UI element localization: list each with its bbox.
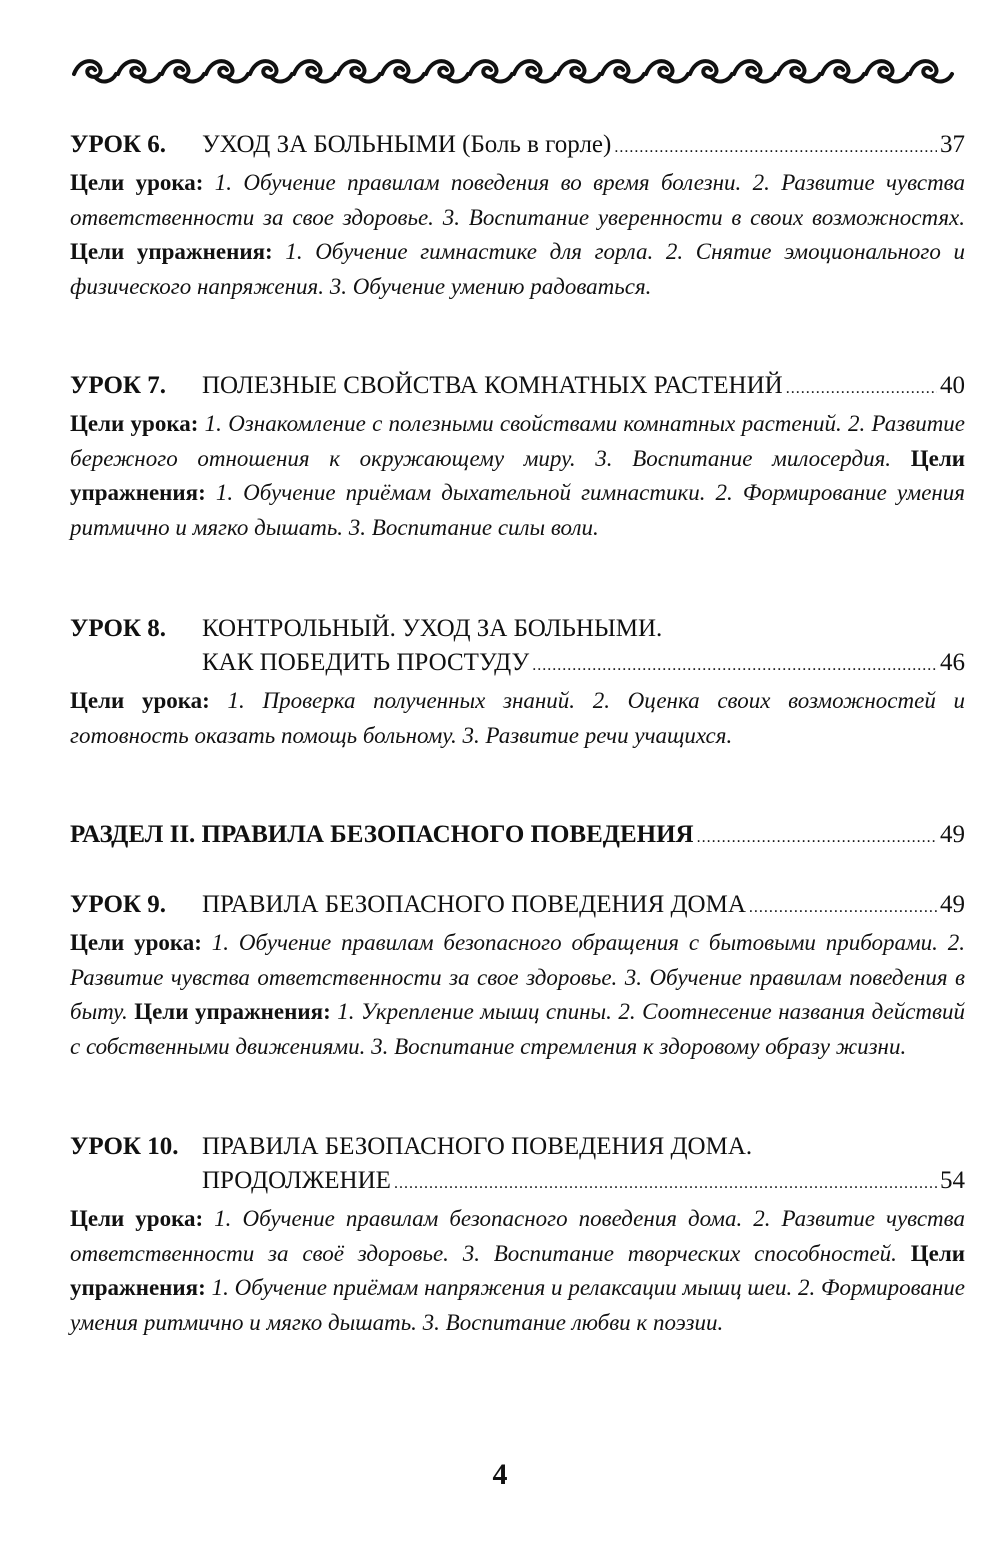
lesson-title: УХОД ЗА БОЛЬНЫМИ (Боль в горле) — [202, 131, 612, 158]
lesson-label: УРОК 7. — [70, 372, 167, 399]
goals-text: 1. Ознакомление с полезными свойствами комнатных растений. 2. Развитие бережного отношения к окружающему миру. 3. Воспитание милосердия. — [70, 411, 966, 471]
exercise-text: 1. Обучение приёмам напряжения и релаксации мышц шеи. 2. Формирование умения ритмично и мягко дышать. 3. Воспитание любви к поэзии. — [70, 1275, 966, 1335]
toc-entry-lesson-6 — [70, 128, 965, 304]
goals-label: Цели урока: — [70, 170, 204, 195]
page-number: 4 — [492, 1458, 508, 1491]
leader-dots — [532, 649, 937, 683]
toc-entry-section-2 — [70, 818, 965, 855]
exercise-label: Цели упражнения: — [134, 999, 331, 1024]
leader-dots — [749, 891, 937, 925]
toc-entry-lesson-8 — [70, 612, 965, 753]
goals-text: 1. Проверка полученных знаний. 2. Оценка своих возможностей и готовность оказать помощь больному. 3. Развитие речи учащихся. — [70, 688, 966, 748]
leader-dots — [614, 131, 937, 165]
exercise-text: 1. Обучение гимнастике для горла. 2. Снятие эмоционального и физического напряжения. 3. Обучение умению радоваться. — [70, 239, 965, 299]
toc-heading-line — [70, 369, 965, 406]
lesson-title: ПРАВИЛА БЕЗОПАСНОГО ПОВЕДЕНИЯ ДОМА — [202, 891, 746, 918]
exercise-text: 1. Обучение приёмам дыхательной гимнастики. 2. Формирование умения ритмично и мягко дышать. 3. Воспитание силы воли. — [70, 480, 965, 540]
lesson-description — [70, 407, 965, 545]
page-ref: 54 — [940, 1167, 965, 1194]
section-title: РАЗДЕЛ II. ПРАВИЛА БЕЗОПАСНОГО ПОВЕДЕНИЯ — [70, 821, 694, 848]
lesson-label: УРОК 9. — [70, 891, 167, 918]
toc-entry-lesson-7 — [70, 369, 965, 545]
lesson-label: УРОК 10. — [70, 1133, 179, 1160]
lesson-title-line-1: ПРАВИЛА БЕЗОПАСНОГО ПОВЕДЕНИЯ ДОМА. — [202, 1133, 753, 1160]
goals-text: 1. Обучение правилам безопасного поведения дома. 2. Развитие чувства ответственности за своё здоровье. 3. Воспитание творческих способностей. — [70, 1206, 965, 1266]
page-ref: 46 — [940, 649, 965, 676]
leader-dots — [394, 1167, 937, 1201]
toc-heading-line — [70, 128, 965, 165]
lesson-label: УРОК 6. — [70, 131, 167, 158]
lesson-description — [70, 166, 965, 304]
page-ref: 49 — [940, 821, 965, 848]
lesson-title-line-2: КАК ПОБЕДИТЬ ПРОСТУДУ — [202, 649, 530, 676]
toc-heading-line — [70, 612, 965, 646]
exercise-text: 1. Укрепление мышц спины. 2. Соотнесение названия действий с собственными движениями. 3. Воспитание стремления к здоровому образу жизни. — [70, 999, 965, 1059]
goals-label: Цели урока: — [70, 688, 210, 713]
page-ref: 40 — [940, 372, 965, 399]
toc-heading-line-2 — [70, 646, 965, 683]
goals-label: Цели урока: — [70, 930, 202, 955]
lesson-title-line-2: ПРОДОЛЖЕНИЕ — [202, 1167, 391, 1194]
lesson-title-line-1: КОНТРОЛЬНЫЙ. УХОД ЗА БОЛЬНЫМИ. — [202, 615, 663, 642]
goals-text: 1. Обучение правилам безопасного обращения с бытовыми приборами. 2. Развитие чувства ответственности за свое здоровье. 3. Обучение правилам поведения в быту. — [70, 930, 966, 1024]
exercise-label: Цели упражнения: — [70, 239, 273, 264]
toc-heading-line-2 — [70, 1164, 965, 1201]
leader-dots — [697, 821, 937, 855]
goals-text: 1. Обучение правилам поведения во время болезни. 2. Развитие чувства ответственности за свое здоровье. 3. Воспитание уверенности в своих возможностях. — [70, 170, 966, 230]
lesson-description — [70, 1202, 965, 1340]
exercise-label: Цели упражнения: — [70, 445, 965, 505]
lesson-title: ПОЛЕЗНЫЕ СВОЙСТВА КОМНАТНЫХ РАСТЕНИЙ — [202, 372, 783, 399]
toc-heading-line — [70, 888, 965, 925]
exercise-label: Цели упражнения: — [70, 1240, 965, 1300]
lesson-description — [70, 926, 965, 1064]
toc-entry-lesson-10 — [70, 1130, 965, 1340]
lesson-description — [70, 684, 965, 753]
page-ref: 49 — [940, 891, 965, 918]
toc-heading-line — [70, 1130, 965, 1164]
ornament-pattern — [74, 61, 952, 81]
toc-entry-lesson-9 — [70, 888, 965, 1064]
leader-dots — [786, 372, 937, 406]
lesson-label: УРОК 8. — [70, 615, 167, 642]
page-ref: 37 — [940, 131, 965, 158]
goals-label: Цели урока: — [70, 1206, 204, 1231]
goals-label: Цели урока: — [70, 411, 199, 436]
ornament-border — [72, 48, 968, 92]
toc-section-line — [70, 818, 965, 855]
